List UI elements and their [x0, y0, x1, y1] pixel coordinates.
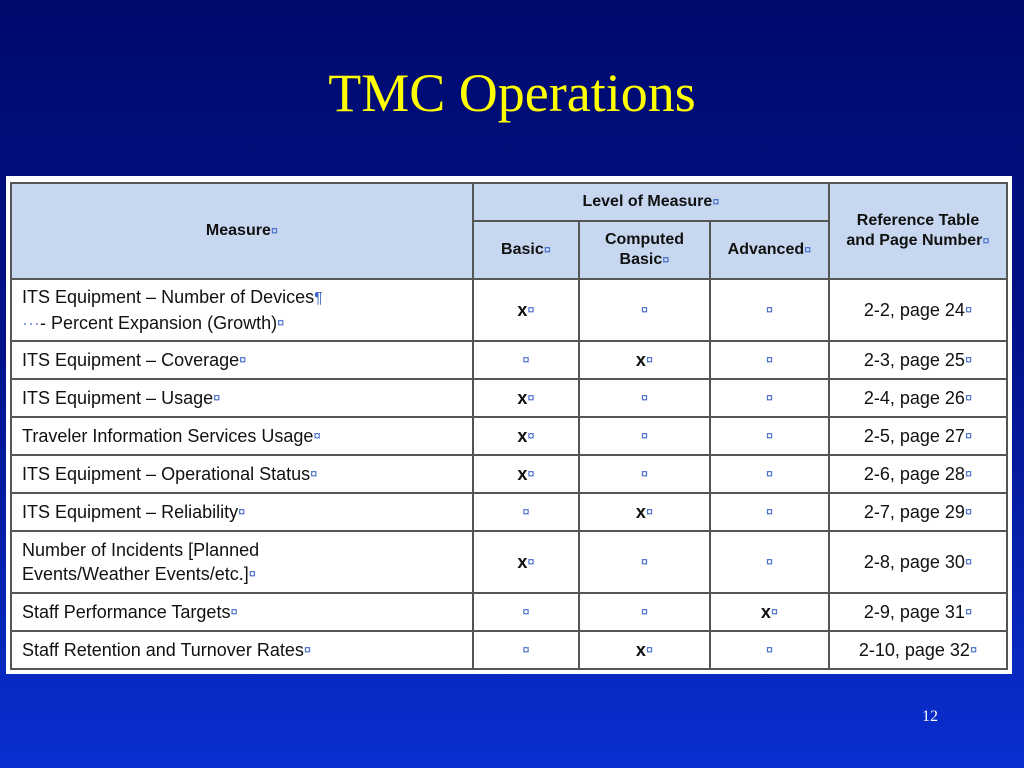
advanced-cell: [710, 341, 829, 379]
cell-marker-icon: ¤: [964, 604, 973, 619]
measure-text: ITS Equipment – Reliability: [22, 502, 239, 522]
reference-text: 2-9, page 31: [863, 602, 965, 622]
cell-marker-icon: ¤: [527, 554, 535, 569]
cell-marker-icon: ¤: [640, 390, 649, 405]
reference-cell: [829, 341, 1007, 379]
cell-marker-icon: ¤: [964, 390, 973, 405]
basic-cell: [473, 455, 579, 493]
measure-cell: [11, 341, 473, 379]
reference-cell: [829, 379, 1007, 417]
reference-text: 2-3, page 25: [863, 350, 965, 370]
cell-marker-icon: ¤: [543, 242, 551, 257]
header-computed-basic-label: Computed Basic: [604, 231, 685, 268]
cell-marker-icon: ¤: [527, 390, 535, 405]
check-mark: x: [760, 602, 771, 622]
measure-cell: [11, 593, 473, 631]
reference-cell: [829, 279, 1007, 341]
cell-marker-icon: ¤: [804, 242, 812, 257]
measure-cell: [11, 531, 473, 593]
cell-marker-icon: ¤: [303, 642, 312, 657]
computed-basic-cell: [579, 593, 710, 631]
measure-text: ITS Equipment – Operational Status: [22, 464, 311, 484]
header-basic: [473, 221, 579, 279]
cell-marker-icon: ¤: [230, 604, 238, 619]
header-reference: [829, 183, 1007, 279]
advanced-cell: [710, 593, 829, 631]
basic-cell: [473, 493, 579, 531]
basic-cell: [473, 631, 579, 669]
measure-text: Staff Performance Targets: [22, 602, 231, 622]
header-level-of-measure: [473, 183, 829, 221]
cell-marker-icon: ¤: [310, 466, 318, 481]
measure-text-continued: Events/Weather Events/etc.]: [22, 564, 249, 584]
header-level-label: Level of Measure: [582, 193, 713, 210]
cell-marker-icon: ¤: [313, 428, 321, 443]
cell-marker-icon: ¤: [277, 315, 285, 330]
cell-marker-icon: ¤: [765, 554, 774, 569]
basic-cell: [473, 279, 579, 341]
measure-cell: [11, 279, 473, 341]
table-row: [11, 455, 1007, 493]
cell-marker-icon: ¤: [765, 642, 774, 657]
measures-table: [10, 182, 1008, 670]
header-computed-basic: [579, 221, 710, 279]
check-mark: x: [517, 464, 528, 484]
measure-cell: [11, 493, 473, 531]
computed-basic-cell: [579, 379, 710, 417]
table-row: [11, 341, 1007, 379]
cell-marker-icon: ¤: [522, 504, 530, 519]
pilcrow-icon: ¶: [314, 290, 323, 307]
cell-marker-icon: ¤: [522, 604, 530, 619]
measure-cell: [11, 631, 473, 669]
measure-text: Traveler Information Services Usage: [22, 426, 314, 446]
cell-marker-icon: ¤: [770, 604, 779, 619]
cell-marker-icon: ¤: [712, 194, 720, 209]
slide-title: TMC Operations: [328, 63, 696, 123]
basic-cell: [473, 417, 579, 455]
cell-marker-icon: ¤: [527, 466, 535, 481]
check-mark: x: [517, 388, 528, 408]
cell-marker-icon: ¤: [765, 352, 774, 367]
measure-text: Staff Retention and Turnover Rates: [22, 640, 304, 660]
measure-text: ITS Equipment – Usage: [22, 388, 214, 408]
table-row: [11, 417, 1007, 455]
cell-marker-icon: ¤: [270, 223, 279, 238]
cell-marker-icon: ¤: [640, 428, 649, 443]
reference-text: 2-4, page 26: [863, 388, 965, 408]
table-row: [11, 279, 1007, 341]
header-advanced-label: Advanced: [727, 241, 805, 258]
cell-marker-icon: ¤: [640, 466, 649, 481]
header-basic-label: Basic: [501, 241, 544, 258]
cell-marker-icon: ¤: [640, 604, 649, 619]
reference-text: 2-10, page 32: [858, 640, 970, 660]
table-row: [11, 379, 1007, 417]
advanced-cell: [710, 279, 829, 341]
cell-marker-icon: ¤: [213, 390, 221, 405]
advanced-cell: [710, 531, 829, 593]
cell-marker-icon: ¤: [964, 352, 973, 367]
reference-cell: [829, 631, 1007, 669]
reference-text: 2-6, page 28: [863, 464, 965, 484]
header-measure-label: Measure: [205, 222, 271, 239]
cell-marker-icon: ¤: [662, 252, 670, 267]
measure-cell: [11, 455, 473, 493]
basic-cell: [473, 341, 579, 379]
reference-cell: [829, 493, 1007, 531]
reference-cell: [829, 531, 1007, 593]
advanced-cell: [710, 631, 829, 669]
cell-marker-icon: ¤: [238, 504, 246, 519]
computed-basic-cell: [579, 493, 710, 531]
measure-cell: [11, 417, 473, 455]
cell-marker-icon: ¤: [964, 504, 973, 519]
measure-text: ITS Equipment – Number of Devices: [22, 287, 315, 307]
cell-marker-icon: ¤: [964, 302, 973, 317]
cell-marker-icon: ¤: [964, 428, 973, 443]
header-reference-label: Reference Table and Page Number: [846, 212, 983, 249]
cell-marker-icon: ¤: [522, 352, 530, 367]
cell-marker-icon: ¤: [645, 642, 654, 657]
cell-marker-icon: ¤: [248, 566, 257, 581]
measure-text: ITS Equipment – Coverage: [22, 350, 240, 370]
cell-marker-icon: ¤: [239, 352, 247, 367]
check-mark: x: [517, 426, 528, 446]
cell-marker-icon: ¤: [765, 466, 774, 481]
table-row: [11, 493, 1007, 531]
reference-text: 2-5, page 27: [863, 426, 965, 446]
table-row: [11, 531, 1007, 593]
check-mark: x: [635, 350, 646, 370]
computed-basic-cell: [579, 531, 710, 593]
computed-basic-cell: [579, 279, 710, 341]
indent-dots: ···: [22, 313, 40, 333]
reference-cell: [829, 417, 1007, 455]
reference-text: 2-8, page 30: [863, 552, 965, 572]
cell-marker-icon: ¤: [522, 642, 530, 657]
cell-marker-icon: ¤: [765, 428, 774, 443]
reference-text: 2-7, page 29: [863, 502, 965, 522]
cell-marker-icon: ¤: [765, 504, 774, 519]
check-mark: x: [635, 640, 646, 660]
advanced-cell: [710, 417, 829, 455]
cell-marker-icon: ¤: [765, 390, 774, 405]
basic-cell: [473, 593, 579, 631]
cell-marker-icon: ¤: [982, 233, 990, 248]
cell-marker-icon: ¤: [645, 352, 654, 367]
reference-cell: [829, 593, 1007, 631]
slide-page-number: 12: [922, 708, 938, 725]
table-row: [11, 631, 1007, 669]
computed-basic-cell: [579, 455, 710, 493]
cell-marker-icon: ¤: [969, 642, 978, 657]
reference-cell: [829, 455, 1007, 493]
check-mark: x: [517, 300, 528, 320]
cell-marker-icon: ¤: [527, 302, 535, 317]
header-measure: [11, 183, 473, 279]
basic-cell: [473, 379, 579, 417]
advanced-cell: [710, 455, 829, 493]
computed-basic-cell: [579, 341, 710, 379]
cell-marker-icon: ¤: [765, 302, 774, 317]
table-row: [11, 593, 1007, 631]
basic-cell: [473, 531, 579, 593]
computed-basic-cell: [579, 631, 710, 669]
cell-marker-icon: ¤: [640, 554, 649, 569]
header-advanced: [710, 221, 829, 279]
cell-marker-icon: ¤: [640, 302, 649, 317]
cell-marker-icon: ¤: [645, 504, 654, 519]
cell-marker-icon: ¤: [964, 466, 973, 481]
check-mark: x: [517, 552, 528, 572]
measure-text: Number of Incidents [Planned: [22, 540, 260, 560]
check-mark: x: [635, 502, 646, 522]
reference-text: 2-2, page 24: [863, 300, 965, 320]
advanced-cell: [710, 493, 829, 531]
table-body: [11, 279, 1007, 669]
advanced-cell: [710, 379, 829, 417]
cell-marker-icon: ¤: [964, 554, 973, 569]
computed-basic-cell: [579, 417, 710, 455]
cell-marker-icon: ¤: [527, 428, 535, 443]
measure-text-continued: - Percent Expansion (Growth): [39, 313, 278, 333]
measure-cell: [11, 379, 473, 417]
measures-table-container: [6, 176, 1012, 674]
